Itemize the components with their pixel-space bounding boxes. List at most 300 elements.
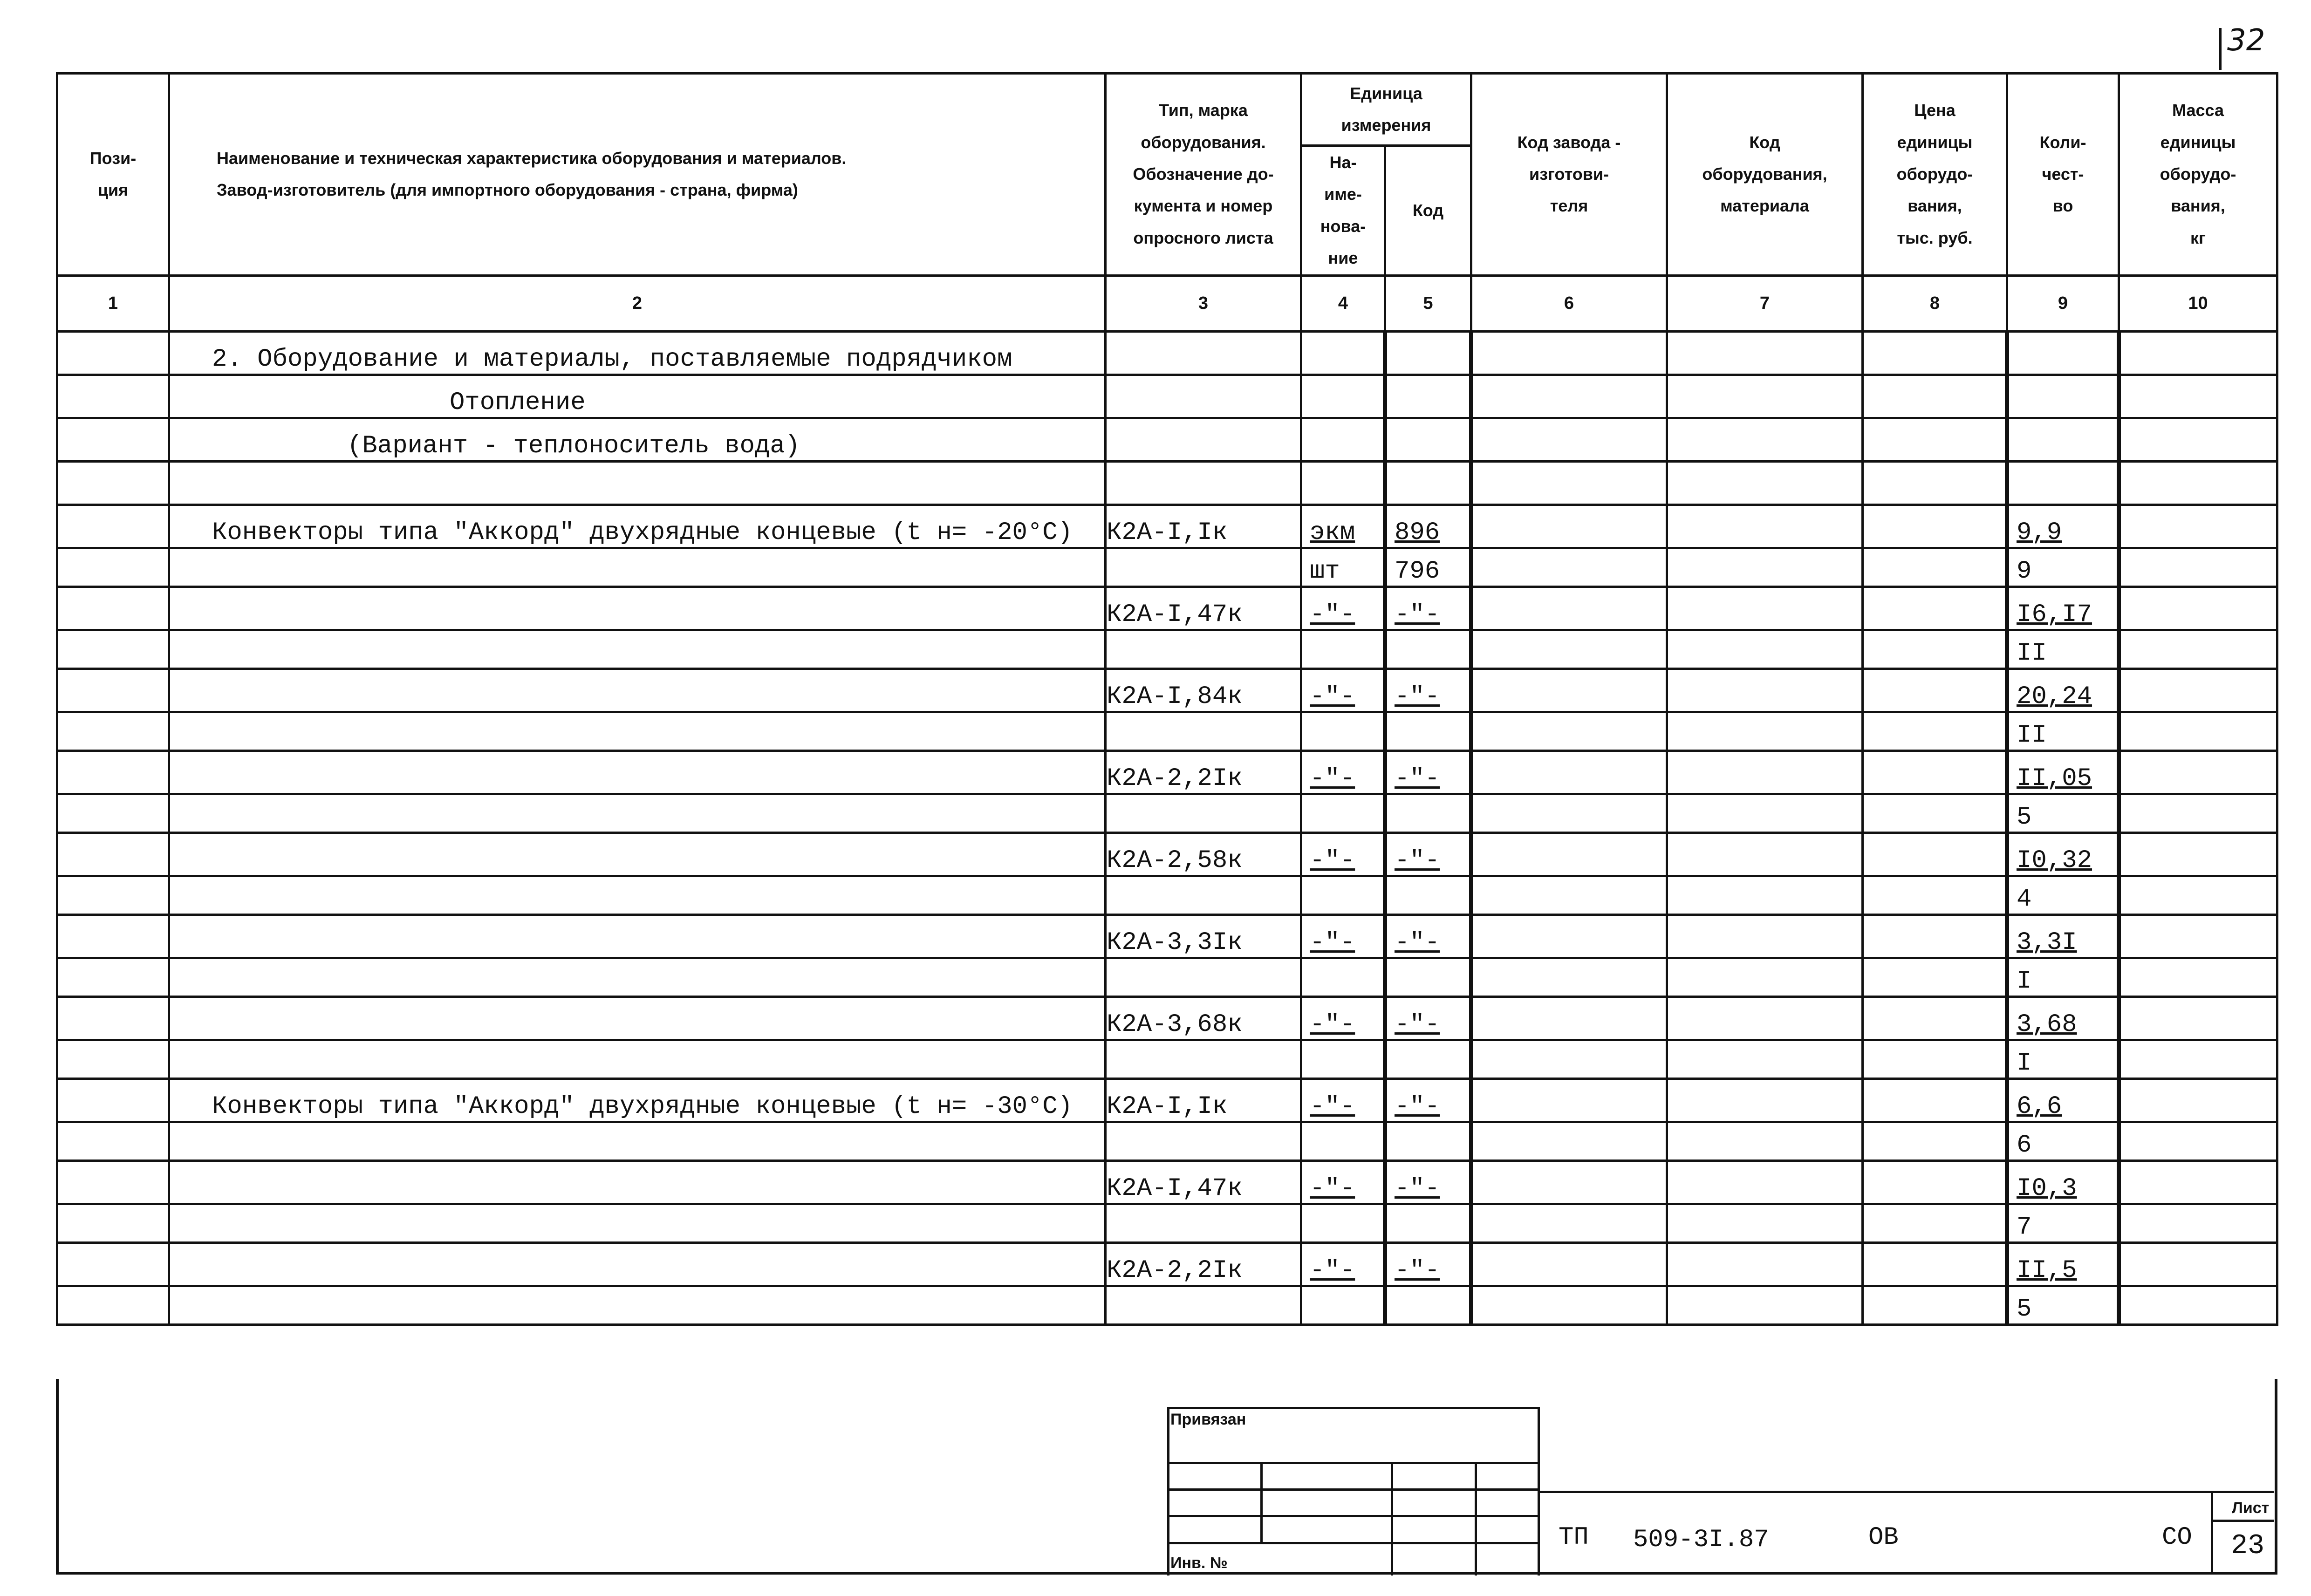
empty-cell bbox=[1667, 1160, 1863, 1204]
empty-cell bbox=[1863, 958, 2007, 996]
row-unit bbox=[1301, 505, 1385, 548]
row-name-value: Конвекторы типа "Аккорд" двухрядные концевые (t н= -20°С) bbox=[212, 518, 1073, 547]
row-unit-code bbox=[1385, 668, 1471, 712]
empty-cell bbox=[57, 1122, 169, 1160]
row-unit-value: -"- bbox=[1310, 682, 1355, 711]
row-type bbox=[1106, 1078, 1301, 1122]
doc-suffix: СО bbox=[2162, 1523, 2192, 1552]
empty-cell bbox=[1863, 1078, 2007, 1122]
empty-cell bbox=[1667, 1122, 1863, 1160]
row-unit-value: -"- bbox=[1310, 600, 1355, 629]
section-title: 2. Оборудование и материалы, поставляемые подрядчиком bbox=[169, 331, 1106, 375]
row-unit-value: -"- bbox=[1310, 1092, 1355, 1121]
empty-cell bbox=[1471, 630, 1667, 668]
table-row-sub bbox=[57, 548, 2277, 587]
row-name bbox=[169, 914, 1106, 958]
row-type bbox=[1106, 914, 1301, 958]
row-unit-code-bottom bbox=[1385, 1122, 1471, 1160]
row-unit-code-value: -"- bbox=[1395, 1092, 1440, 1121]
empty-cell bbox=[1667, 832, 1863, 876]
empty-cell bbox=[57, 958, 169, 996]
row-unit-bottom bbox=[1301, 1286, 1385, 1324]
empty-cell bbox=[1106, 794, 1301, 832]
row-quantity-bottom: 7 bbox=[2007, 1204, 2119, 1242]
row-unit-code bbox=[1385, 914, 1471, 958]
sheet-number: 23 bbox=[2231, 1530, 2265, 1562]
row-quantity-bottom: 6 bbox=[2007, 1122, 2119, 1160]
row-unit bbox=[1301, 832, 1385, 876]
row-quantity bbox=[2007, 1078, 2119, 1122]
row-unit-code-value: -"- bbox=[1395, 1256, 1440, 1285]
empty-cell bbox=[57, 996, 169, 1040]
row-unit bbox=[1301, 914, 1385, 958]
table-row bbox=[57, 587, 2277, 630]
row-quantity-bottom: I bbox=[2007, 958, 2119, 996]
row-quantity bbox=[2007, 996, 2119, 1040]
empty-cell bbox=[1863, 1242, 2007, 1286]
row-unit bbox=[1301, 1242, 1385, 1286]
row-unit-code-bottom bbox=[1385, 1040, 1471, 1078]
empty-cell bbox=[1471, 1160, 1667, 1204]
empty-cell bbox=[1106, 1122, 1301, 1160]
empty-cell bbox=[1863, 668, 2007, 712]
row-unit-code-value: -"- bbox=[1395, 846, 1440, 875]
row-type-value: К2А-2,2Iк bbox=[1107, 764, 1243, 793]
column-number: 5 bbox=[1385, 275, 1471, 331]
empty-cell bbox=[57, 1286, 169, 1324]
row-type bbox=[1106, 996, 1301, 1040]
empty-cell bbox=[1863, 1286, 2007, 1324]
empty-cell bbox=[57, 548, 169, 587]
row-unit-code-bottom bbox=[1385, 630, 1471, 668]
table-row bbox=[57, 914, 2277, 958]
empty-cell bbox=[1471, 996, 1667, 1040]
row-unit bbox=[1301, 668, 1385, 712]
row-unit-bottom bbox=[1301, 1040, 1385, 1078]
column-number: 8 bbox=[1863, 275, 2007, 331]
empty-cell bbox=[1863, 750, 2007, 794]
row-name bbox=[169, 587, 1106, 630]
empty-cell bbox=[1106, 876, 1301, 914]
doc-prefix: ТП bbox=[1559, 1523, 1589, 1552]
drawing-frame-bottom bbox=[56, 1379, 2277, 1575]
empty-cell bbox=[57, 1160, 169, 1204]
doc-code: 509-3I.87 bbox=[1633, 1526, 1769, 1554]
empty-cell bbox=[1667, 1204, 1863, 1242]
table-row bbox=[57, 668, 2277, 712]
empty-cell bbox=[1471, 668, 1667, 712]
empty-cell bbox=[1863, 1122, 2007, 1160]
row-unit-bottom bbox=[1301, 1122, 1385, 1160]
row-type-value: К2А-I,Iк bbox=[1107, 1092, 1228, 1121]
empty-cell bbox=[2119, 1078, 2277, 1122]
empty-cell bbox=[1106, 958, 1301, 996]
empty-cell bbox=[169, 958, 1106, 996]
column-number: 6 bbox=[1471, 275, 1667, 331]
header-unit-code: Код bbox=[1385, 146, 1471, 276]
empty-cell bbox=[1667, 1242, 1863, 1286]
empty-cell bbox=[169, 794, 1106, 832]
empty-cell bbox=[2119, 668, 2277, 712]
row-name bbox=[169, 750, 1106, 794]
section-variant: (Вариант - теплоноситель вода) bbox=[169, 418, 1106, 461]
row-unit bbox=[1301, 750, 1385, 794]
header-unit-name: На- име- нова- ние bbox=[1301, 146, 1385, 276]
empty-cell bbox=[1106, 548, 1301, 587]
empty-cell bbox=[1471, 794, 1667, 832]
empty-cell bbox=[1471, 832, 1667, 876]
row-name bbox=[169, 1242, 1106, 1286]
row-quantity bbox=[2007, 1160, 2119, 1204]
empty-cell bbox=[2119, 1160, 2277, 1204]
row-unit bbox=[1301, 1160, 1385, 1204]
row-unit-value: -"- bbox=[1310, 1256, 1355, 1285]
table-row bbox=[57, 750, 2277, 794]
empty-cell bbox=[1863, 630, 2007, 668]
row-quantity-value: I0,3 bbox=[2017, 1174, 2077, 1203]
page-number: 32 bbox=[2227, 23, 2265, 58]
empty-cell bbox=[57, 712, 169, 750]
table-row-sub bbox=[57, 712, 2277, 750]
row-unit bbox=[1301, 996, 1385, 1040]
header-position: Пози- ция bbox=[57, 74, 169, 276]
empty-cell bbox=[1667, 668, 1863, 712]
empty-cell bbox=[2119, 1242, 2277, 1286]
title-block-top-line bbox=[1538, 1491, 2274, 1493]
row-type-value: К2А-3,68к bbox=[1107, 1010, 1243, 1039]
empty-cell bbox=[2119, 996, 2277, 1040]
row-unit-code-value: -"- bbox=[1395, 1010, 1440, 1039]
table-row bbox=[57, 996, 2277, 1040]
row-unit-code-bottom bbox=[1385, 1204, 1471, 1242]
empty-cell bbox=[1106, 1204, 1301, 1242]
row-quantity-bottom: 5 bbox=[2007, 1286, 2119, 1324]
empty-cell bbox=[57, 1242, 169, 1286]
empty-cell bbox=[1106, 712, 1301, 750]
row-unit-bottom bbox=[1301, 876, 1385, 914]
empty-cell bbox=[2119, 1286, 2277, 1324]
empty-cell bbox=[1863, 996, 2007, 1040]
row-quantity-bottom: 5 bbox=[2007, 794, 2119, 832]
row-quantity bbox=[2007, 914, 2119, 958]
empty-cell bbox=[1863, 548, 2007, 587]
row-unit-code-value: -"- bbox=[1395, 1174, 1440, 1203]
row-name bbox=[169, 996, 1106, 1040]
row-unit-bottom bbox=[1301, 958, 1385, 996]
empty-cell bbox=[1667, 712, 1863, 750]
row-type-value: К2А-I,47к bbox=[1107, 1174, 1243, 1203]
header-type: Тип, марка оборудования. Обозначение до- кумента и номер опросного листа bbox=[1106, 74, 1301, 276]
header-quantity: Коли- чест- во bbox=[2007, 74, 2119, 276]
empty-cell bbox=[1471, 505, 1667, 548]
empty-cell bbox=[2119, 1204, 2277, 1242]
empty-cell bbox=[57, 505, 169, 548]
row-unit-code bbox=[1385, 505, 1471, 548]
empty-cell bbox=[2119, 958, 2277, 996]
empty-cell bbox=[2119, 750, 2277, 794]
empty-cell bbox=[1863, 505, 2007, 548]
empty-cell bbox=[1471, 548, 1667, 587]
row-unit-code-bottom bbox=[1385, 876, 1471, 914]
empty-cell bbox=[169, 548, 1106, 587]
row-name bbox=[169, 832, 1106, 876]
row-quantity-bottom: 9 bbox=[2007, 548, 2119, 587]
empty-cell bbox=[1471, 1242, 1667, 1286]
row-name bbox=[169, 668, 1106, 712]
row-unit-value: -"- bbox=[1310, 1174, 1355, 1203]
row-quantity-value: 6,6 bbox=[2017, 1092, 2062, 1121]
row-type bbox=[1106, 1160, 1301, 1204]
empty-cell bbox=[169, 630, 1106, 668]
row-unit-bottom bbox=[1301, 1204, 1385, 1242]
row-unit-code bbox=[1385, 832, 1471, 876]
row-unit-value: -"- bbox=[1310, 1010, 1355, 1039]
table-row-sub bbox=[57, 1286, 2277, 1324]
row-quantity bbox=[2007, 587, 2119, 630]
table-body bbox=[57, 331, 2277, 1324]
empty-cell bbox=[57, 630, 169, 668]
row-quantity bbox=[2007, 832, 2119, 876]
empty-cell bbox=[1667, 876, 1863, 914]
empty-cell bbox=[57, 587, 169, 630]
row-unit-bottom bbox=[1301, 630, 1385, 668]
row-quantity-bottom: II bbox=[2007, 630, 2119, 668]
row-type bbox=[1106, 1242, 1301, 1286]
empty-cell bbox=[2119, 587, 2277, 630]
empty-row bbox=[57, 461, 2277, 505]
row-unit-code-bottom bbox=[1385, 712, 1471, 750]
row-quantity-bottom: I bbox=[2007, 1040, 2119, 1078]
bound-label: Привязан bbox=[1170, 1411, 1246, 1428]
row-type-value: К2А-3,3Iк bbox=[1107, 928, 1243, 957]
table-row bbox=[57, 1078, 2277, 1122]
row-unit-value: -"- bbox=[1310, 928, 1355, 957]
empty-cell bbox=[57, 876, 169, 914]
row-quantity-value: 3,3I bbox=[2017, 928, 2077, 957]
section-title-row bbox=[57, 331, 2277, 375]
table-row bbox=[57, 1242, 2277, 1286]
empty-cell bbox=[1106, 630, 1301, 668]
table-row-sub bbox=[57, 630, 2277, 668]
empty-cell bbox=[169, 712, 1106, 750]
empty-cell bbox=[1863, 794, 2007, 832]
section-subtitle-row bbox=[57, 375, 2277, 418]
empty-cell bbox=[2119, 630, 2277, 668]
table-row-sub bbox=[57, 1040, 2277, 1078]
table-row-sub bbox=[57, 1122, 2277, 1160]
row-quantity-value: 20,24 bbox=[2017, 682, 2092, 711]
row-quantity-value: II,05 bbox=[2017, 764, 2092, 793]
row-unit-code-value: -"- bbox=[1395, 600, 1440, 629]
row-name bbox=[169, 505, 1106, 548]
row-unit-code-bottom bbox=[1385, 1286, 1471, 1324]
row-type bbox=[1106, 668, 1301, 712]
header-equipment-code: Код оборудования, материала bbox=[1667, 74, 1863, 276]
row-unit-code-bottom: 796 bbox=[1385, 548, 1471, 587]
empty-cell bbox=[1471, 587, 1667, 630]
column-number: 4 bbox=[1301, 275, 1385, 331]
empty-cell bbox=[2119, 794, 2277, 832]
empty-cell bbox=[1471, 750, 1667, 794]
empty-cell bbox=[1471, 958, 1667, 996]
row-type-value: К2А-I,84к bbox=[1107, 682, 1243, 711]
row-type-value: К2А-I,47к bbox=[1107, 600, 1243, 629]
row-name bbox=[169, 1078, 1106, 1122]
column-number: 7 bbox=[1667, 275, 1863, 331]
row-unit-code bbox=[1385, 587, 1471, 630]
empty-cell bbox=[1667, 1286, 1863, 1324]
sheet-label: Лист bbox=[2232, 1499, 2270, 1517]
empty-cell bbox=[1863, 1204, 2007, 1242]
empty-cell bbox=[57, 1204, 169, 1242]
row-unit-code-value: -"- bbox=[1395, 928, 1440, 957]
empty-cell bbox=[1471, 712, 1667, 750]
empty-cell bbox=[1106, 1040, 1301, 1078]
empty-cell bbox=[1471, 1204, 1667, 1242]
empty-cell bbox=[1471, 1286, 1667, 1324]
table-row bbox=[57, 1160, 2277, 1204]
empty-cell bbox=[57, 1040, 169, 1078]
binding-stamp bbox=[1167, 1407, 1540, 1576]
row-unit-code-value: -"- bbox=[1395, 764, 1440, 793]
row-type-value: К2А-2,2Iк bbox=[1107, 1256, 1243, 1285]
empty-cell bbox=[1667, 548, 1863, 587]
header-name: Наименование и техническая характеристика оборудования и материалов. Завод-изготовитель (для импортного оборудования - страна, фирма) bbox=[169, 74, 1106, 276]
row-unit-code-value: -"- bbox=[1395, 682, 1440, 711]
row-quantity-bottom: II bbox=[2007, 712, 2119, 750]
empty-cell bbox=[1106, 1286, 1301, 1324]
table-row bbox=[57, 505, 2277, 548]
empty-cell bbox=[1863, 1160, 2007, 1204]
page-number-bar bbox=[2219, 28, 2222, 70]
table-row-sub bbox=[57, 876, 2277, 914]
empty-cell bbox=[1667, 1078, 1863, 1122]
row-unit-code-bottom bbox=[1385, 958, 1471, 996]
empty-cell bbox=[57, 914, 169, 958]
section-variant-row bbox=[57, 418, 2277, 461]
table-row-sub bbox=[57, 794, 2277, 832]
column-number: 9 bbox=[2007, 275, 2119, 331]
row-type bbox=[1106, 750, 1301, 794]
sheet-box-left-line bbox=[2211, 1491, 2213, 1574]
row-name-value: Конвекторы типа "Аккорд" двухрядные концевые (t н= -30°С) bbox=[212, 1092, 1073, 1121]
row-unit-code-value: 896 bbox=[1395, 518, 1440, 547]
empty-cell bbox=[1667, 996, 1863, 1040]
row-unit-code bbox=[1385, 750, 1471, 794]
table-row-sub bbox=[57, 958, 2277, 996]
column-number: 10 bbox=[2119, 275, 2277, 331]
empty-cell bbox=[1667, 914, 1863, 958]
empty-cell bbox=[1471, 914, 1667, 958]
empty-cell bbox=[57, 794, 169, 832]
header-mass: Масса единицы оборудо- вания, кг bbox=[2119, 74, 2277, 276]
row-unit-value: экм bbox=[1310, 518, 1355, 547]
inventory-label: Инв. № bbox=[1170, 1554, 1228, 1572]
row-unit-code bbox=[1385, 1160, 1471, 1204]
row-unit-code-bottom bbox=[1385, 794, 1471, 832]
row-quantity bbox=[2007, 1242, 2119, 1286]
row-quantity bbox=[2007, 668, 2119, 712]
empty-cell bbox=[1667, 1040, 1863, 1078]
row-unit-bottom: шт bbox=[1301, 548, 1385, 587]
empty-cell bbox=[1863, 832, 2007, 876]
empty-cell bbox=[2119, 914, 2277, 958]
empty-cell bbox=[169, 1286, 1106, 1324]
empty-cell bbox=[1471, 1040, 1667, 1078]
row-quantity-value: II,5 bbox=[2017, 1256, 2077, 1285]
column-number: 1 bbox=[57, 275, 169, 331]
section-subtitle: Отопление bbox=[169, 375, 1106, 418]
header-unit-group: Единица измерения bbox=[1301, 74, 1471, 146]
empty-cell bbox=[1471, 1078, 1667, 1122]
empty-cell bbox=[2119, 1040, 2277, 1078]
row-quantity-value: I0,32 bbox=[2017, 846, 2092, 875]
empty-cell bbox=[2119, 712, 2277, 750]
row-quantity bbox=[2007, 750, 2119, 794]
row-type-value: К2А-I,Iк bbox=[1107, 518, 1228, 547]
empty-cell bbox=[169, 1122, 1106, 1160]
empty-cell bbox=[1667, 630, 1863, 668]
row-type bbox=[1106, 587, 1301, 630]
header-price: Цена единицы оборудо- вания, тыс. руб. bbox=[1863, 74, 2007, 276]
empty-cell bbox=[2119, 1122, 2277, 1160]
empty-cell bbox=[1863, 712, 2007, 750]
table-row bbox=[57, 832, 2277, 876]
empty-cell bbox=[1863, 587, 2007, 630]
empty-cell bbox=[2119, 548, 2277, 587]
empty-cell bbox=[57, 750, 169, 794]
empty-cell bbox=[1667, 587, 1863, 630]
empty-cell bbox=[57, 832, 169, 876]
empty-cell bbox=[1667, 794, 1863, 832]
empty-cell bbox=[2119, 832, 2277, 876]
row-unit bbox=[1301, 1078, 1385, 1122]
row-unit-code bbox=[1385, 996, 1471, 1040]
empty-cell bbox=[2119, 505, 2277, 548]
empty-cell bbox=[1863, 876, 2007, 914]
row-type bbox=[1106, 832, 1301, 876]
empty-cell bbox=[1863, 914, 2007, 958]
empty-cell bbox=[57, 1078, 169, 1122]
empty-cell bbox=[57, 668, 169, 712]
row-quantity-value: 9,9 bbox=[2017, 518, 2062, 547]
empty-cell bbox=[1471, 876, 1667, 914]
empty-cell bbox=[169, 876, 1106, 914]
row-unit-code bbox=[1385, 1078, 1471, 1122]
row-unit-bottom bbox=[1301, 712, 1385, 750]
sheet-box-mid-line bbox=[2211, 1520, 2274, 1522]
row-quantity-value: 3,68 bbox=[2017, 1010, 2077, 1039]
empty-cell bbox=[169, 1204, 1106, 1242]
row-unit-value: -"- bbox=[1310, 846, 1355, 875]
doc-mark: ОВ bbox=[1868, 1523, 1899, 1552]
specification-table bbox=[56, 72, 2278, 1326]
row-unit-code bbox=[1385, 1242, 1471, 1286]
empty-cell bbox=[2119, 876, 2277, 914]
empty-cell bbox=[1667, 750, 1863, 794]
row-quantity-bottom: 4 bbox=[2007, 876, 2119, 914]
row-type-value: К2А-2,58к bbox=[1107, 846, 1243, 875]
row-unit-value: -"- bbox=[1310, 764, 1355, 793]
row-quantity-value: I6,I7 bbox=[2017, 600, 2092, 629]
empty-cell bbox=[1863, 1040, 2007, 1078]
column-number-row bbox=[57, 275, 2277, 331]
row-unit-bottom bbox=[1301, 794, 1385, 832]
empty-cell bbox=[1667, 958, 1863, 996]
row-name bbox=[169, 1160, 1106, 1204]
empty-cell bbox=[169, 1040, 1106, 1078]
empty-cell bbox=[1667, 505, 1863, 548]
